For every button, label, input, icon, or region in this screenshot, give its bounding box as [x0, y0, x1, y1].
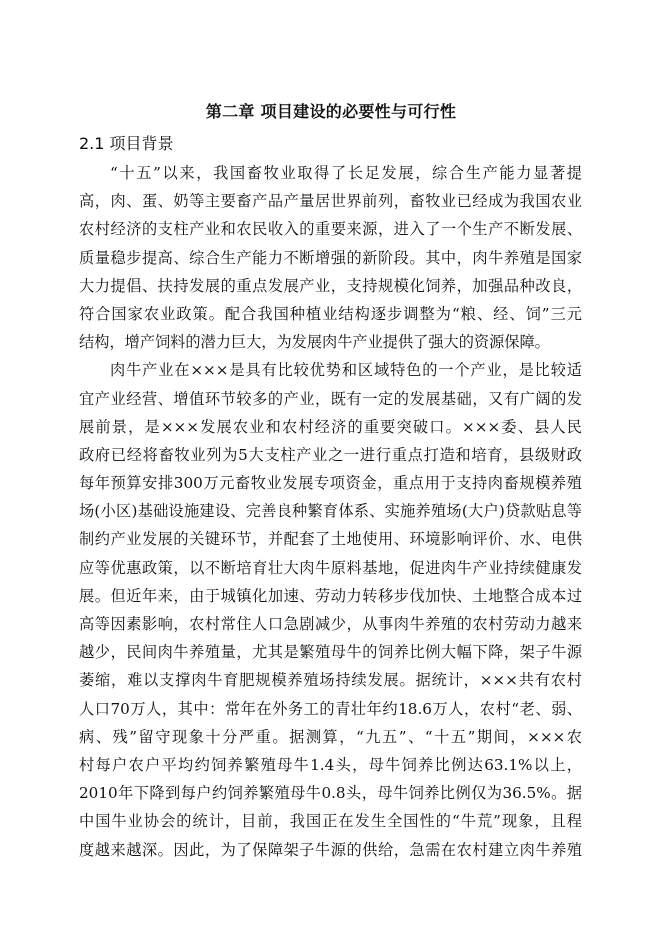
paragraph-line: 质量稳步提高、综合生产能力不断增强的新阶段。其中，肉牛养殖是国家: [79, 248, 582, 267]
paragraph-line: 展前景，是×××发展农业和农村经济的重要突破口。×××委、县人民: [79, 417, 582, 436]
paragraph-line: 病、残”留守现象十分严重。据测算，“九五”、“十五”期间，×××农: [79, 727, 582, 746]
paragraph-line: 政府已经将畜牧业列为5大支柱产业之一进行重点打造和培育，县级财政: [79, 445, 582, 464]
chapter-title: 第二章 项目建设的必要性与可行性: [205, 102, 457, 121]
paragraph-line: 度越来越深。因此，为了保障架子牛源的供给，急需在农村建立肉牛养殖: [79, 840, 582, 859]
section-heading: 2.1 项目背景: [79, 134, 174, 153]
paragraph-line: 符合国家农业政策。配合我国种植业结构逐步调整为“粮、经、饲”三元: [79, 304, 582, 323]
paragraph-line: 大力提倡、扶持发展的重点发展产业，支持规模化饲养，加强品种改良，: [79, 276, 582, 295]
paragraph-line: “十五”以来，我国畜牧业取得了长足发展，综合生产能力显著提: [110, 164, 582, 182]
paragraph-line: 高等因素影响，农村常住人口急剧减少，从事肉牛养殖的农村劳动力越来: [79, 615, 582, 633]
paragraph-line: 萎缩，难以支撑肉牛育肥规模养殖场持续发展。据统计，×××共有农村: [79, 671, 582, 690]
paragraph-line: 农村经济的支柱产业和农民收入的重要来源，进入了一个生产不断发展、: [79, 220, 582, 239]
paragraph-line: 展。但近年来，由于城镇化加速、劳动力转移步伐加快、土地整合成本过: [79, 586, 582, 605]
paragraph-line: 人口70万人，其中：常年在外务工的青壮年约18.6万人，农村“老、弱、: [79, 699, 582, 718]
paragraph-line: 制约产业发展的关键环节，并配套了土地使用、环境影响评价、水、电供: [79, 530, 582, 549]
paragraph-line: 中国牛业协会的统计，目前，我国正在发生全国性的“牛荒”现象，且程: [79, 812, 582, 831]
paragraph-line: 宜产业经营、增值环节较多的产业，既有一定的发展基础，又有广阔的发: [79, 389, 582, 408]
paragraph-line: 应等优惠政策，以不断培育壮大肉牛原料基地，促进肉牛产业持续健康发: [79, 558, 582, 577]
paragraph-line: 越少，民间肉牛养殖量，尤其是繁殖母牛的饲养比例大幅下降，架子牛源: [79, 643, 582, 662]
paragraph-line: 村每户农户平均约饲养繁殖母牛1.4头，母牛饲养比例达63.1%以上，: [79, 755, 582, 774]
paragraph-line: 高，肉、蛋、奶等主要畜产品产量居世界前列，畜牧业已经成为我国农业: [79, 192, 582, 211]
body-text: [79, 159, 582, 864]
paragraph-line: 每年预算安排300万元畜牧业发展专项资金，重点用于支持肉畜规模养殖: [79, 474, 582, 493]
paragraph-line: 2010年下降到每户约饲养繁殖母牛0.8头，母牛饲养比例仅为36.5%。据: [79, 784, 582, 803]
paragraph-line: 场(小区)基础设施建设、完善良种繁育体系、实施养殖场(大户)贷款贴息等: [79, 502, 582, 521]
paragraph-line: 结构，增产饲料的潜力巨大，为发展肉牛产业提供了强大的资源保障。: [79, 333, 550, 352]
paragraph-line: 肉牛产业在×××是具有比较优势和区域特色的一个产业，是比较适: [110, 361, 582, 380]
